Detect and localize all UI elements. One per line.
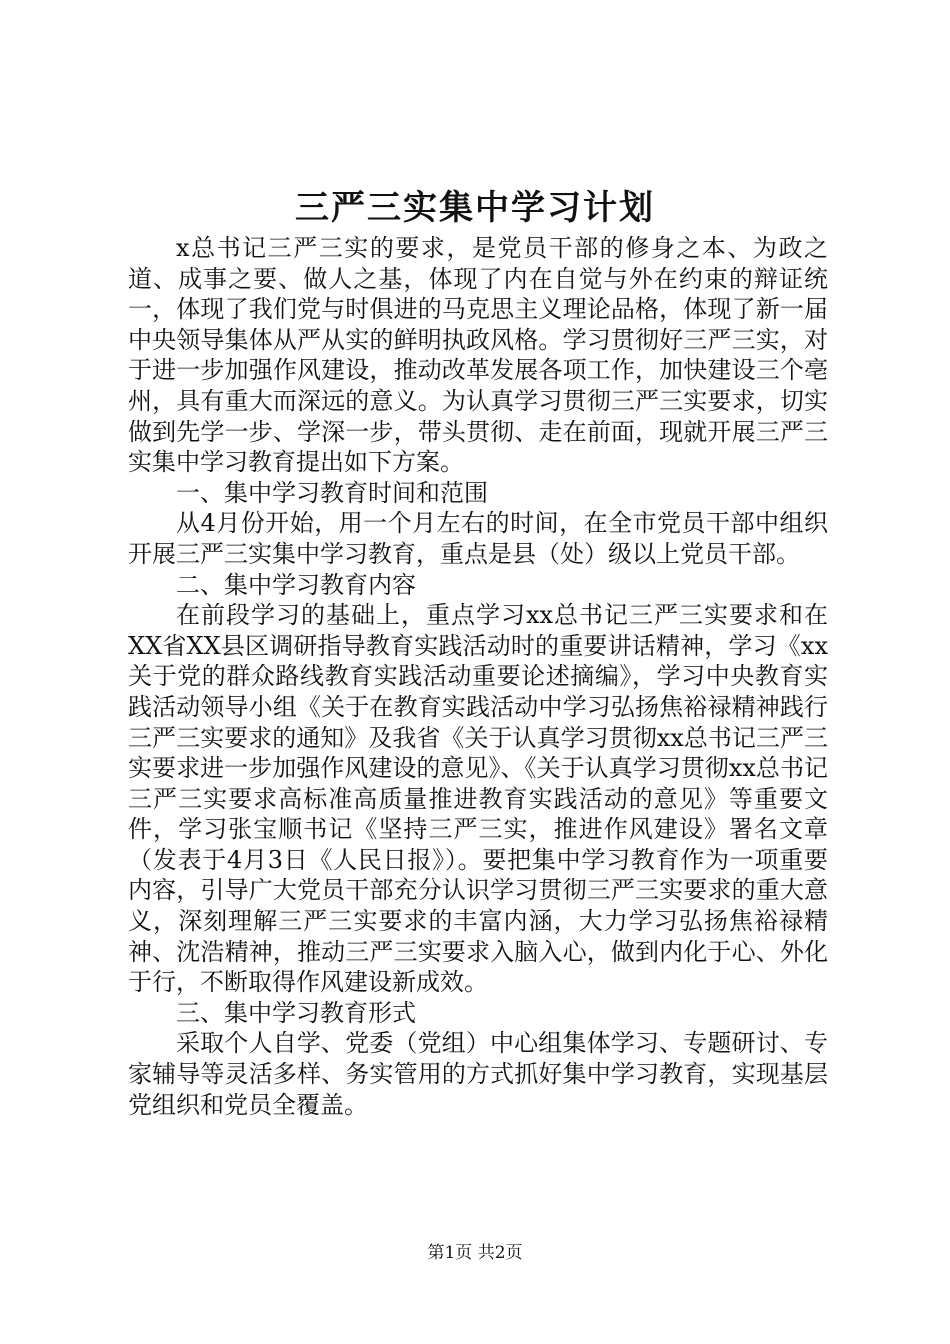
section-1-paragraph: 从4月份开始，用一个月左右的时间，在全市党员干部中组织开展三严三实集中学习教育，重点是县（处）级以上党员干部。	[128, 509, 828, 568]
section-heading-3: 三、集中学习教育形式	[176, 998, 416, 1027]
section-heading-2: 二、集中学习教育内容	[176, 570, 416, 599]
document-body	[128, 233, 828, 1120]
section-2-paragraph: 在前段学习的基础上，重点学习xx总书记三严三实要求和在XX省XX县区调研指导教育实践活动时的重要讲话精神，学习《xx关于党的群众路线教育实践活动重要论述摘编》，学习中央教育实践活动领导小组《关于在教育实践活动中学习弘扬焦裕禄精神践行三严三实要求的通知》及我省《关于认真学习贯彻xx总书记三严三实要求进一步加强作风建设的意见》、《关于认真学习贯彻xx总书记三严三实要求高标准高质量推进教育实践活动的意见》等重要文件，学习张宝顺书记《坚持三严三实，推进作风建设》署名文章（发表于4月3日《人民日报》）。要把集中学习教育作为一项重要内容，引导广大党员干部充分认识学习贯彻三严三实要求的重大意义，深刻理解三严三实要求的丰富内涵，大力学习弘扬焦裕禄精神、沈浩精神，推动三严三实要求入脑入心，做到内化于心、外化于行，不断取得作风建设新成效。	[128, 601, 828, 997]
intro-paragraph: x总书记三严三实的要求，是党员干部的修身之本、为政之道、成事之要、做人之基，体现了内在自觉与外在约束的辩证统一，体现了我们党与时俱进的马克思主义理论品格，体现了新一届中央领导集体从严从实的鲜明执政风格。学习贯彻好三严三实，对于进一步加强作风建设，推动改革发展各项工作，加快建设三个亳州，具有重大而深远的意义。为认真学习贯彻三严三实要求，切实做到先学一步、学深一步，带头贯彻、走在前面，现就开展三严三实集中学习教育提出如下方案。	[128, 234, 828, 477]
section-3-paragraph: 采取个人自学、党委（党组）中心组集体学习、专题研讨、专家辅导等灵活多样、务实管用的方式抓好集中学习教育，实现基层党组织和党员全覆盖。	[128, 1029, 828, 1119]
page-footer: 第1页 共2页	[427, 1243, 523, 1263]
section-heading-1: 一、集中学习教育时间和范围	[176, 478, 488, 507]
document-title: 三严三实集中学习计划	[295, 188, 655, 228]
